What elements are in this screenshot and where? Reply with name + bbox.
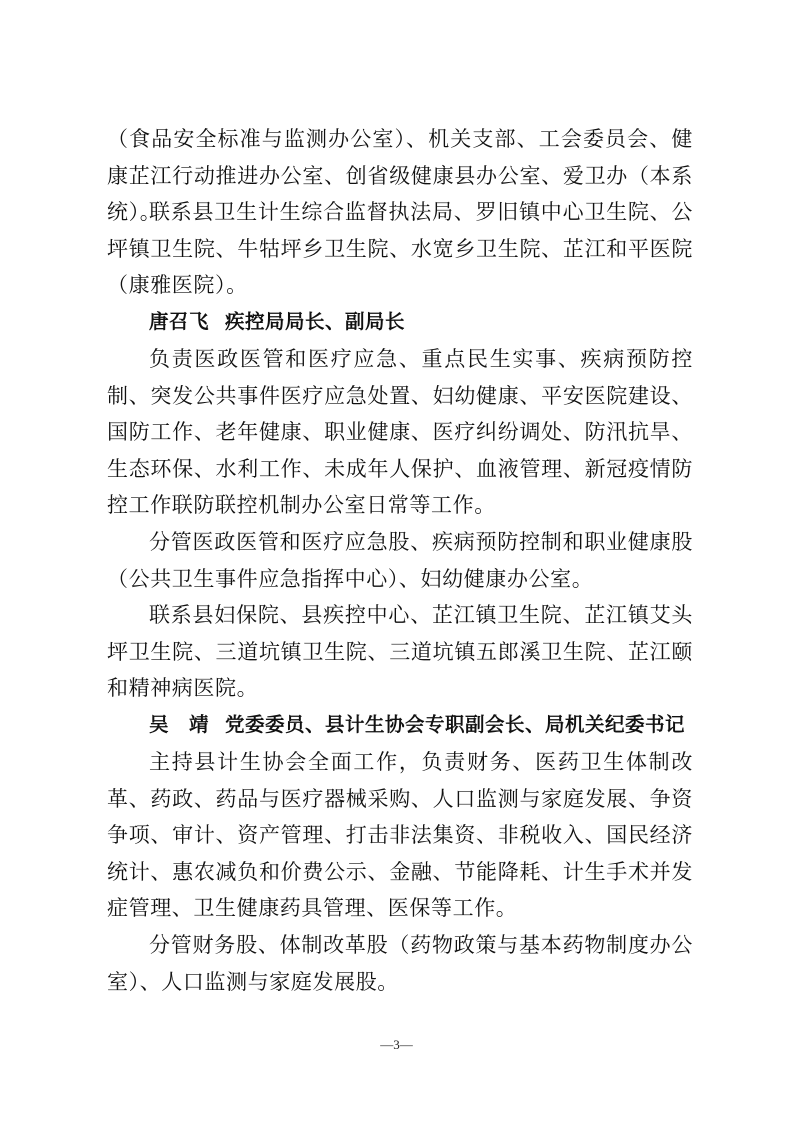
page-number: —3— [380, 1037, 413, 1052]
paragraph-responsibilities-1: 负责医政医管和医疗应急、重点民生实事、疾病预防控制、突发公共事件医疗应急处置、妇幼健康、平安医院建设、国防工作、老年健康、职业健康、医疗纠纷调处、防汛抗旱、生态环保、水利工作、未成年人保护、血液管理、新冠疫情防控工作联防联控机制办公室日常等工作。 [107, 347, 693, 517]
official-name: 吴 靖 [149, 713, 210, 736]
heading-tang-zhaofei [149, 304, 709, 340]
official-title: 疾控局局长、副局长 [225, 310, 406, 333]
heading-wu-jing [149, 707, 709, 743]
paragraph-contact-hospitals-2: 联系县妇保院、县疾控中心、芷江镇卫生院、芷江镇艾头坪卫生院、三道坑镇卫生院、三道坑镇五郎溪卫生院、芷江颐和精神病医院。 [107, 603, 693, 700]
paragraph-responsibilities-2: 主持县计生协会全面工作，负责财务、医药卫生体制改革、药政、药品与医疗器械采购、人口监测与家庭发展、争资争项、审计、资产管理、打击非法集资、非税收入、国民经济统计、惠农减负和价费公示、金融、节能降耗、计生手术并发症管理、卫生健康药具管理、医保等工作。 [107, 750, 693, 920]
paragraph-contact-hospitals-1: 联系县卫生计生综合监督执法局、罗旧镇中心卫生院、公坪镇卫生院、牛牯坪乡卫生院、水宽乡卫生院、芷江和平医院（康雅医院）。 [107, 200, 693, 297]
paragraph-departments-2: 分管财务股、体制改革股（药物政策与基本药物制度办公室）、人口监测与家庭发展股。 [107, 933, 693, 994]
official-name: 唐召飞 [149, 310, 210, 333]
official-title: 党委委员、县计生协会专职副会长、局机关纪委书记 [225, 713, 686, 736]
paragraph-office-list: （食品安全标准与监测办公室）、机关支部、工会委员会、健康芷江行动推进办公室、创省级健康县办公室、爱卫办（本系统）。 [107, 127, 693, 224]
paragraph-departments-1: 分管医政医管和医疗应急股、疾病预防控制和职业健康股（公共卫生事件应急指挥中心）、妇幼健康办公室。 [107, 530, 693, 591]
